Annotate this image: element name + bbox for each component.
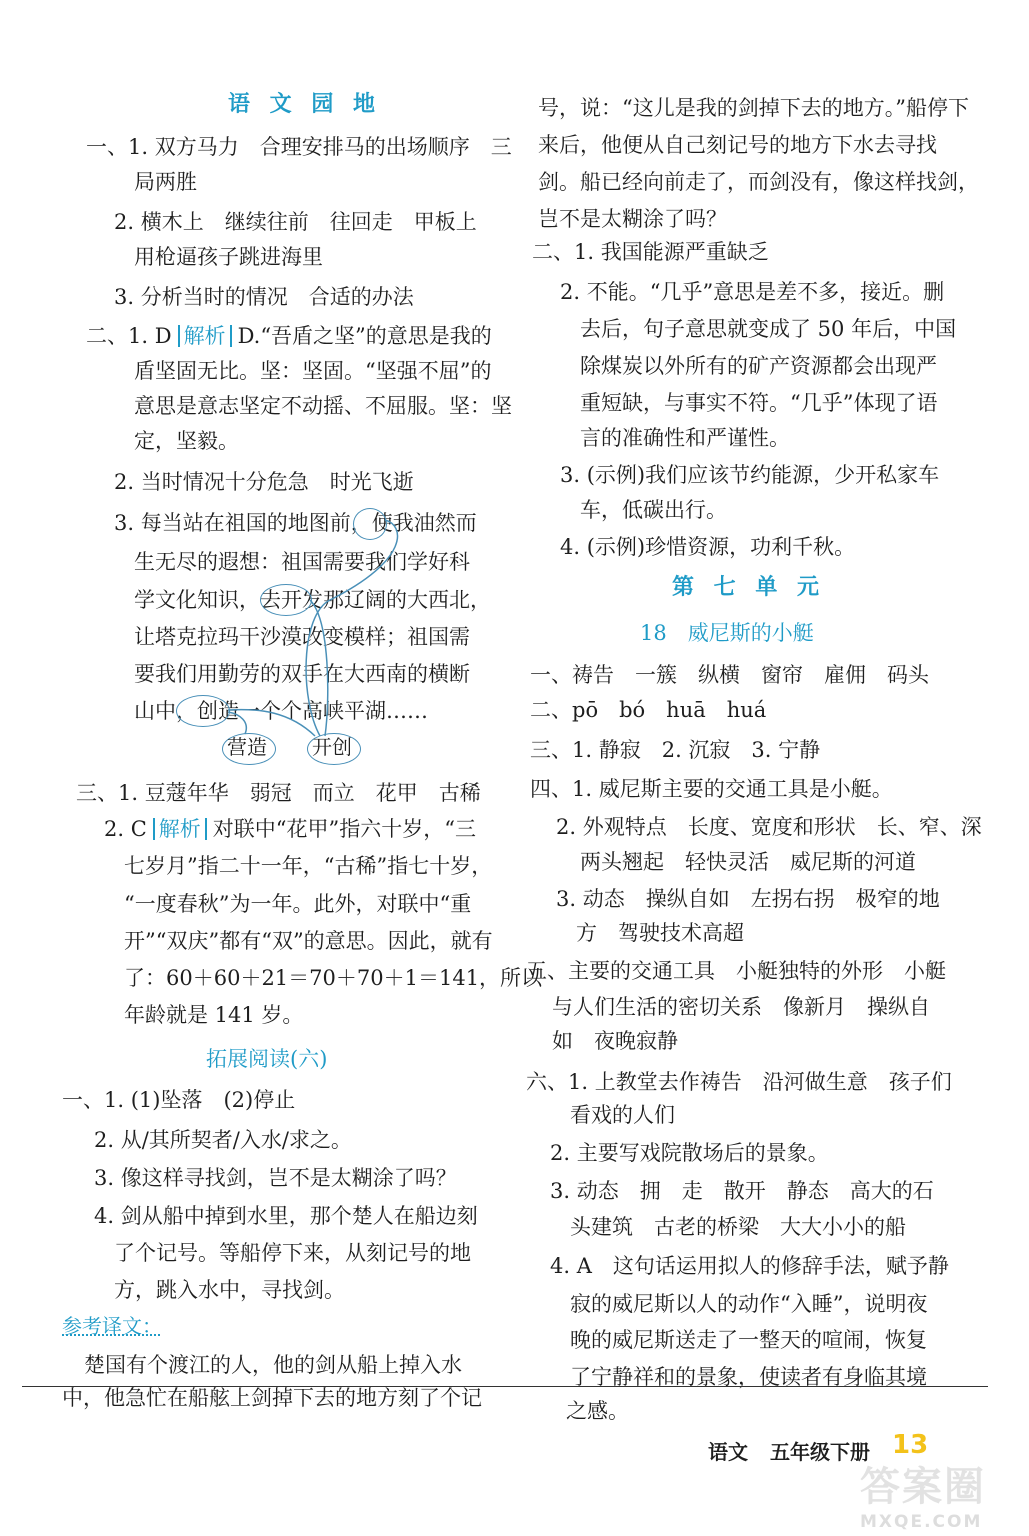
answer-line: 方 驾驶技术高超 <box>576 921 744 945</box>
page-number: 13 <box>892 1430 929 1460</box>
reference-translation-label: 参考译文： <box>62 1314 162 1338</box>
watermark-url: MXQE.COM <box>860 1512 983 1532</box>
answer-line: 2. 不能。“几乎”意思是差不多，接近。删 <box>560 280 945 304</box>
answer-line: 晚的威尼斯送走了一整天的喧闹，恢复 <box>570 1328 927 1352</box>
answer-line: 4. A 这句话运用拟人的修辞手法，赋予静 <box>550 1254 949 1278</box>
answer-line: 3. 动态 拥 走 散开 静态 高大的石 <box>550 1179 934 1203</box>
section-title-yuwen-yuandi: 语 文 园 地 <box>228 91 381 117</box>
answer-line: 2. 外观特点 长度、宽度和形状 长、窄、深 <box>556 815 982 839</box>
answer-line: 二、1. 我国能源严重缺乏 <box>532 240 769 264</box>
answer-line: 年龄就是 141 岁。 <box>124 1003 304 1027</box>
word-circle <box>353 508 387 540</box>
answer-line: 重短缺，与事实不符。“几乎”体现了语 <box>580 391 938 415</box>
watermark-text: 答案圈 <box>860 1464 986 1510</box>
answer-line: 3. (示例)我们应该节约能源，少开私家车 <box>560 463 940 487</box>
answer-line: 一、1. (1)坠落 (2)停止 <box>62 1088 296 1112</box>
analysis-tag: 解析 <box>153 818 207 840</box>
translation-line: 楚国有个渡江的人，他的剑从船上掉入水 <box>84 1353 462 1377</box>
footer-subject: 语文 <box>708 1440 748 1464</box>
answer-line: 2. 从/其所契者/入水/求之。 <box>94 1128 352 1152</box>
answer-line: 2. 当时情况十分危急 时光飞逝 <box>114 470 414 494</box>
answer-line: 四、1. 威尼斯主要的交通工具是小艇。 <box>530 777 893 801</box>
answer-line: 去后，句子意思就变成了 50 年后，中国 <box>580 317 957 341</box>
answer-line: 2. C 解析 对联中“花甲”指六十岁，“三 <box>104 817 476 841</box>
answer-line: 让塔克拉玛干沙漠改变模样；祖国需 <box>134 625 470 649</box>
answer-line: 用枪逼孩子跳进海里 <box>134 245 323 269</box>
answer-line: 开”“双庆”都有“双”的意思。因此，就有 <box>124 929 493 953</box>
translation-line: 来后，他便从自己刻记号的地方下水去寻找 <box>538 133 937 157</box>
answer-line: 要我们用勤劳的双手在大西南的横断 <box>134 662 470 686</box>
word-circle <box>176 695 230 727</box>
answer-line: 二、pō bó huā huá <box>530 698 767 722</box>
answer-line: 三、1. 静寂 2. 沉寂 3. 宁静 <box>530 738 821 762</box>
answer-line: 4. (示例)珍惜资源，功利千秋。 <box>560 535 856 559</box>
translation-line: 剑。船已经向前走了，而剑没有，像这样找剑， <box>538 170 979 194</box>
circled-word: 开发 <box>281 588 323 612</box>
answer-line: 之感。 <box>566 1399 629 1423</box>
translation-line: 中，他急忙在船舷上剑掉下去的地方刻了个记 <box>62 1386 482 1410</box>
answer-line: 3. 动态 操纵自如 左拐右拐 极窄的地 <box>556 887 940 911</box>
translation-line: 岂不是太糊涂了吗？ <box>538 207 727 231</box>
answer-line: 盾坚固无比。坚：坚固。“坚强不屈”的 <box>134 359 492 383</box>
circled-word: 使 <box>371 511 393 535</box>
translation-line: 号，说：“这儿是我的剑掉下去的地方。”船停下 <box>538 96 969 120</box>
answer-line: 方，跳入水中，寻找剑。 <box>114 1278 345 1302</box>
answer-line: 看戏的人们 <box>570 1103 675 1127</box>
answer-line: 如 夜晚寂静 <box>552 1029 678 1053</box>
answer-line: 生无尽的遐想：祖国需要我们学好科 <box>134 550 470 574</box>
answer-line: 与人们生活的密切关系 像新月 操纵自 <box>552 995 930 1019</box>
answer-line: 寂的威尼斯以人的动作“入睡”，说明夜 <box>570 1292 928 1316</box>
answer-line: 三、1. 豆蔻年华 弱冠 而立 花甲 古稀 <box>76 781 481 805</box>
answer-line: 意思是意志坚定不动摇、不屈服。坚：坚 <box>134 394 512 418</box>
answer-line: 一、祷告 一簇 纵横 窗帘 雇佣 码头 <box>530 663 929 687</box>
annotation-word: 营造 <box>227 735 267 759</box>
answer-line: 车，低碳出行。 <box>580 498 727 522</box>
answer-line: 山中，创造一个个高峡平湖…… <box>134 699 428 723</box>
answer-line: 局两胜 <box>134 170 197 194</box>
answer-line: 2. 横木上 继续往前 往回走 甲板上 <box>114 210 477 234</box>
answer-line: 七岁月”指二十一年，“古稀”指七十岁， <box>124 854 493 878</box>
answer-line: 除煤炭以外所有的矿产资源都会出现严 <box>580 354 937 378</box>
annotation-word: 开创 <box>312 735 352 759</box>
answer-line: 二、1. D 解析 D.“吾盾之坚”的意思是我的 <box>86 324 492 348</box>
answer-line: 头建筑 古老的桥梁 大大小小的船 <box>570 1215 906 1239</box>
answer-line: 4. 剑从船中掉到水里，那个楚人在船边刻 <box>94 1204 478 1228</box>
unit-title: 第 七 单 元 <box>672 574 825 600</box>
watermark-logo <box>860 1455 1020 1530</box>
analysis-tag: 解析 <box>178 325 232 347</box>
answer-line: 3. 分析当时的情况 合适的办法 <box>114 285 414 309</box>
answer-line: 言的准确性和严谨性。 <box>580 426 790 450</box>
answer-line: 了：60＋60＋21＝70＋70＋1＝141，所以 <box>124 966 543 990</box>
answer-line: 了个记号。等船停下来，从刻记号的地 <box>114 1241 471 1265</box>
answer-line: 了宁静祥和的景象，使读者有身临其境 <box>570 1365 927 1389</box>
answer-line: 两头翘起 轻快灵活 威尼斯的河道 <box>580 850 916 874</box>
answer-line: 一、1. 双方马力 合理安排马的出场顺序 三 <box>86 135 512 159</box>
footer-divider <box>22 1386 988 1387</box>
answer-line: 3. 每当站在祖国的地图前，使我油然而 <box>114 511 477 535</box>
lesson-title: 18 威尼斯的小艇 <box>640 621 814 645</box>
answer-line: 2. 主要写戏院散场后的景象。 <box>550 1141 829 1165</box>
answer-line: 定，坚毅。 <box>134 429 239 453</box>
answer-line: 五、主要的交通工具 小艇独特的外形 小艇 <box>526 959 946 983</box>
circled-word: 创造 <box>197 699 239 723</box>
answer-line: 3. 像这样寻找剑，岂不是太糊涂了吗？ <box>94 1166 457 1190</box>
answer-line: 学文化知识，去开发那辽阔的大西北， <box>134 588 491 612</box>
answer-line: “一度春秋”为一年。此外，对联中“重 <box>124 892 472 916</box>
footer-grade: 五年级下册 <box>770 1440 870 1464</box>
section-title-tuozhan: 拓展阅读(六) <box>206 1047 328 1071</box>
answer-line: 六、1. 上教堂去作祷告 沿河做生意 孩子们 <box>526 1070 952 1094</box>
word-circle <box>260 584 312 616</box>
